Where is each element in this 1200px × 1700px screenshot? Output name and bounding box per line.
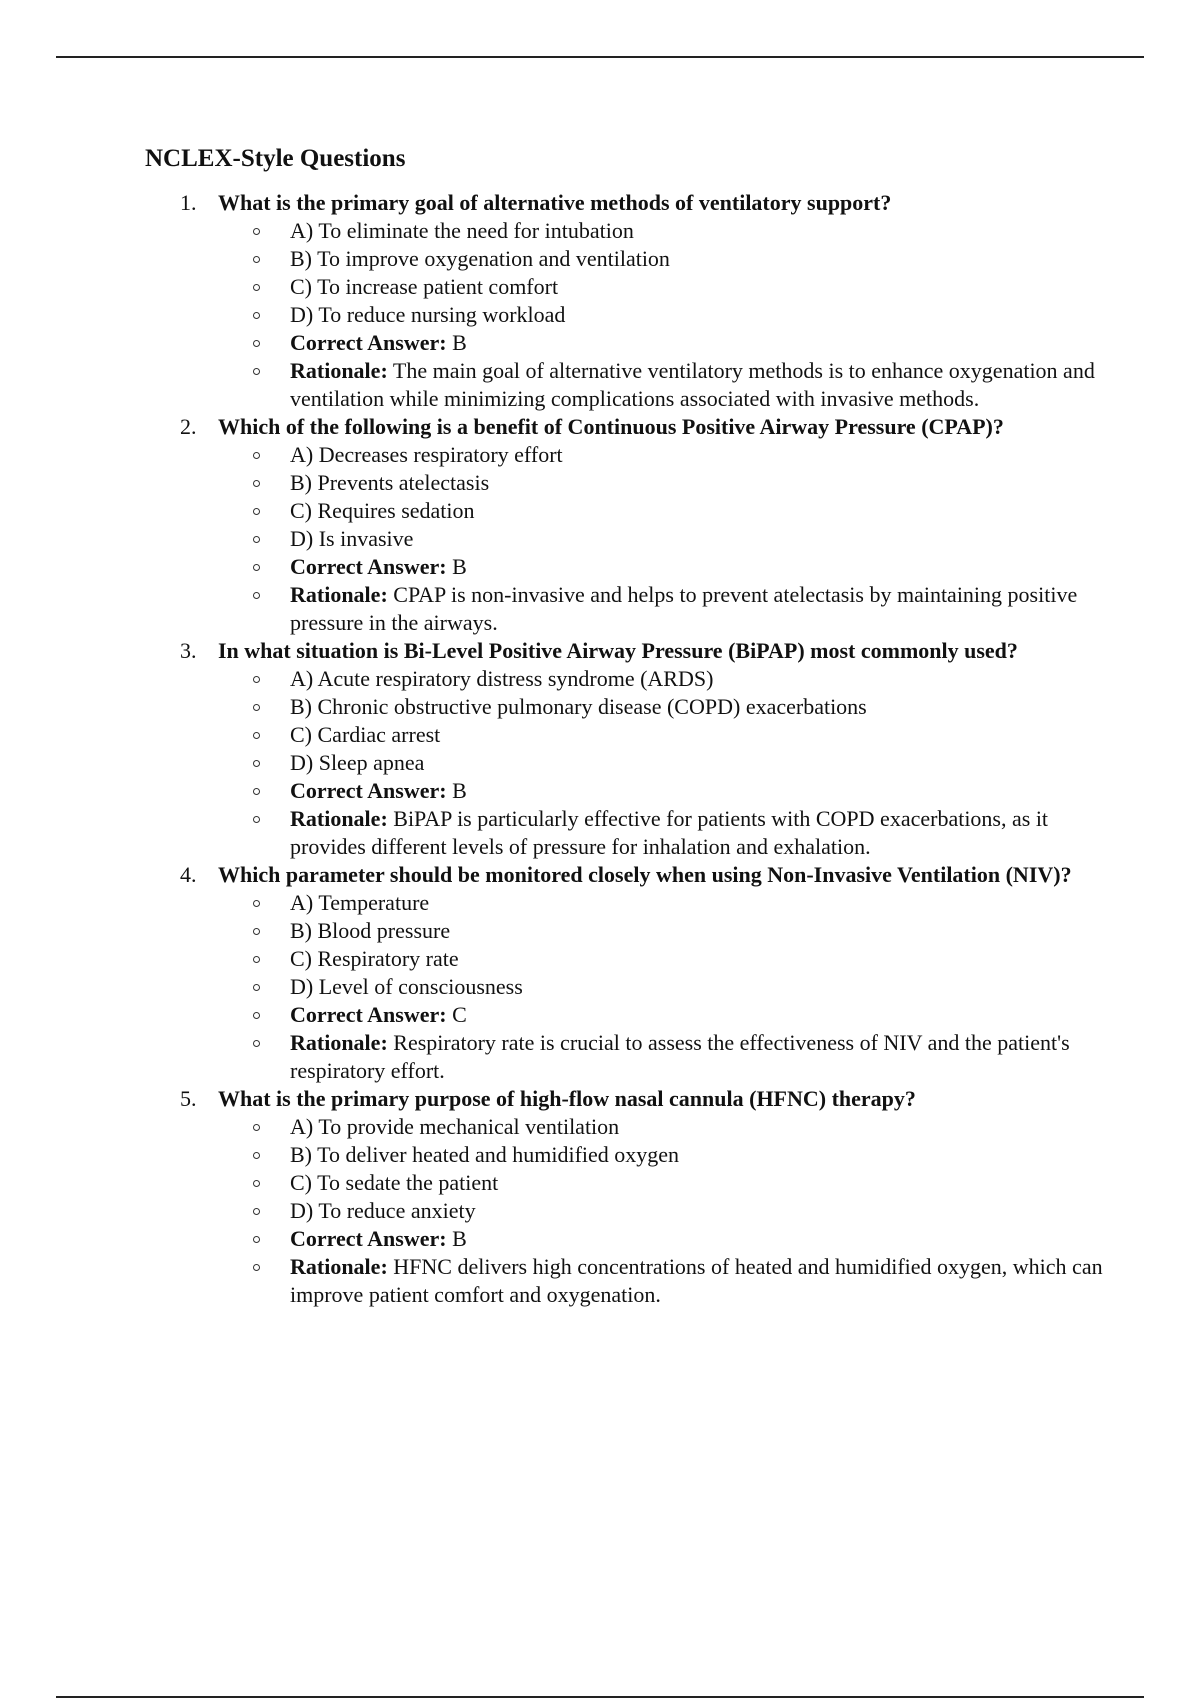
question-text: Which of the following is a benefit of Continuous Positive Airway Pressure (CPAP)?	[218, 414, 1004, 439]
correct-answer	[218, 1225, 1105, 1253]
circle-bullet-icon	[253, 928, 260, 935]
option-text: C) To increase patient comfort	[290, 274, 559, 299]
option-list	[218, 441, 1105, 637]
circle-bullet-icon	[253, 480, 260, 487]
bottom-rule	[56, 1696, 1144, 1698]
rationale	[218, 357, 1105, 413]
rationale-text: HFNC delivers high concentrations of heated and humidified oxygen, which can improve patient comfort and oxygenation.	[290, 1254, 1103, 1307]
option-text: C) Respiratory rate	[290, 946, 459, 971]
circle-bullet-icon	[253, 1040, 260, 1047]
option-text: A) Acute respiratory distress syndrome (ARDS)	[290, 666, 714, 691]
option-text: B) Prevents atelectasis	[290, 470, 490, 495]
answer-option	[218, 441, 1105, 469]
correct-answer-label: Correct Answer:	[290, 330, 447, 355]
answer-option	[218, 889, 1105, 917]
circle-bullet-icon	[253, 312, 260, 319]
answer-option	[218, 469, 1105, 497]
rationale-text: Respiratory rate is crucial to assess the effectiveness of NIV and the patient's respiratory effort.	[290, 1030, 1070, 1083]
correct-answer	[218, 553, 1105, 581]
answer-option	[218, 721, 1105, 749]
question-number: 1.	[180, 190, 197, 215]
option-text: B) To improve oxygenation and ventilation	[290, 246, 670, 271]
rationale	[218, 805, 1105, 861]
correct-answer-value: B	[452, 330, 467, 355]
circle-bullet-icon	[253, 816, 260, 823]
option-text: D) To reduce anxiety	[290, 1198, 476, 1223]
correct-answer-value: B	[452, 778, 467, 803]
option-text: D) Is invasive	[290, 526, 414, 551]
answer-option	[218, 273, 1105, 301]
circle-bullet-icon	[253, 704, 260, 711]
circle-bullet-icon	[253, 228, 260, 235]
question-list	[145, 189, 1105, 1309]
correct-answer-label: Correct Answer:	[290, 778, 447, 803]
circle-bullet-icon	[253, 1264, 260, 1271]
circle-bullet-icon	[253, 1124, 260, 1131]
answer-option	[218, 525, 1105, 553]
rationale-label: Rationale:	[290, 1030, 388, 1055]
answer-option	[218, 497, 1105, 525]
option-text: B) Chronic obstructive pulmonary disease (COPD) exacerbations	[290, 694, 867, 719]
correct-answer	[218, 1001, 1105, 1029]
answer-option	[218, 973, 1105, 1001]
circle-bullet-icon	[253, 508, 260, 515]
circle-bullet-icon	[253, 284, 260, 291]
rationale-label: Rationale:	[290, 358, 388, 383]
answer-option	[218, 693, 1105, 721]
option-text: C) Cardiac arrest	[290, 722, 441, 747]
option-text: C) Requires sedation	[290, 498, 475, 523]
circle-bullet-icon	[253, 1012, 260, 1019]
circle-bullet-icon	[253, 900, 260, 907]
circle-bullet-icon	[253, 1180, 260, 1187]
rationale	[218, 1253, 1105, 1309]
answer-option	[218, 1197, 1105, 1225]
rationale-text: The main goal of alternative ventilatory methods is to enhance oxygenation and ventilation while minimizing complications associated with invasive methods.	[290, 358, 1095, 411]
question-item	[145, 861, 1105, 1085]
option-text: B) To deliver heated and humidified oxygen	[290, 1142, 680, 1167]
answer-option	[218, 665, 1105, 693]
circle-bullet-icon	[253, 592, 260, 599]
circle-bullet-icon	[253, 368, 260, 375]
option-text: A) Decreases respiratory effort	[290, 442, 563, 467]
correct-answer-value: B	[452, 1226, 467, 1251]
correct-answer-label: Correct Answer:	[290, 1226, 447, 1251]
question-item	[145, 637, 1105, 861]
question-text: What is the primary goal of alternative methods of ventilatory support?	[218, 190, 892, 215]
circle-bullet-icon	[253, 1236, 260, 1243]
option-text: D) Level of consciousness	[290, 974, 523, 999]
correct-answer-value: C	[452, 1002, 467, 1027]
option-list	[218, 665, 1105, 861]
circle-bullet-icon	[253, 760, 260, 767]
answer-option	[218, 301, 1105, 329]
circle-bullet-icon	[253, 564, 260, 571]
page-title: NCLEX-Style Questions	[145, 145, 406, 172]
circle-bullet-icon	[253, 676, 260, 683]
question-number: 4.	[180, 862, 197, 887]
correct-answer	[218, 777, 1105, 805]
answer-option	[218, 749, 1105, 777]
rationale	[218, 1029, 1105, 1085]
circle-bullet-icon	[253, 536, 260, 543]
answer-option	[218, 1169, 1105, 1197]
question-number: 3.	[180, 638, 197, 663]
circle-bullet-icon	[253, 1208, 260, 1215]
correct-answer-value: B	[452, 554, 467, 579]
question-item	[145, 1085, 1105, 1309]
option-text: C) To sedate the patient	[290, 1170, 499, 1195]
document-body	[145, 143, 1105, 1309]
rationale-label: Rationale:	[290, 582, 388, 607]
top-rule	[56, 56, 1144, 58]
answer-option	[218, 1141, 1105, 1169]
correct-answer-label: Correct Answer:	[290, 1002, 447, 1027]
question-text: In what situation is Bi-Level Positive Airway Pressure (BiPAP) most commonly used?	[218, 638, 1018, 663]
circle-bullet-icon	[253, 956, 260, 963]
answer-option	[218, 217, 1105, 245]
circle-bullet-icon	[253, 984, 260, 991]
circle-bullet-icon	[253, 1152, 260, 1159]
rationale-label: Rationale:	[290, 1254, 388, 1279]
rationale-label: Rationale:	[290, 806, 388, 831]
rationale-text: BiPAP is particularly effective for patients with COPD exacerbations, as it provides different levels of pressure for inhalation and exhalation.	[290, 806, 1049, 859]
option-text: B) Blood pressure	[290, 918, 451, 943]
question-text: What is the primary purpose of high-flow nasal cannula (HFNC) therapy?	[218, 1086, 916, 1111]
question-number: 5.	[180, 1086, 197, 1111]
circle-bullet-icon	[253, 452, 260, 459]
circle-bullet-icon	[253, 340, 260, 347]
option-text: D) Sleep apnea	[290, 750, 425, 775]
answer-option	[218, 917, 1105, 945]
circle-bullet-icon	[253, 732, 260, 739]
question-text: Which parameter should be monitored closely when using Non-Invasive Ventilation (NIV)?	[218, 862, 1072, 887]
option-list	[218, 1113, 1105, 1309]
answer-option	[218, 245, 1105, 273]
correct-answer-label: Correct Answer:	[290, 554, 447, 579]
question-item	[145, 189, 1105, 413]
answer-option	[218, 945, 1105, 973]
answer-option	[218, 1113, 1105, 1141]
option-list	[218, 217, 1105, 413]
circle-bullet-icon	[253, 256, 260, 263]
question-item	[145, 413, 1105, 637]
correct-answer	[218, 329, 1105, 357]
question-number: 2.	[180, 414, 197, 439]
option-list	[218, 889, 1105, 1085]
option-text: A) To provide mechanical ventilation	[290, 1114, 620, 1139]
rationale-text: CPAP is non-invasive and helps to prevent atelectasis by maintaining positive pressure in the airways.	[290, 582, 1078, 635]
option-text: D) To reduce nursing workload	[290, 302, 566, 327]
option-text: A) Temperature	[290, 890, 430, 915]
option-text: A) To eliminate the need for intubation	[290, 218, 634, 243]
circle-bullet-icon	[253, 788, 260, 795]
rationale	[218, 581, 1105, 637]
